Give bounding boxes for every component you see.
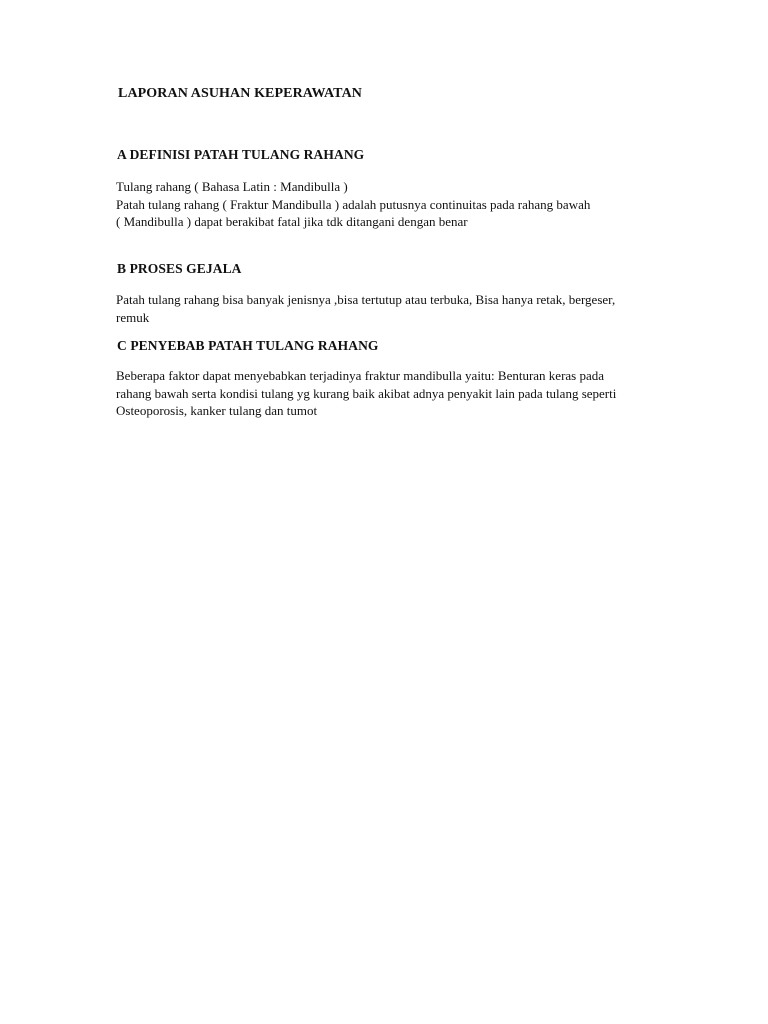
- section-c-line-2: rahang bawah serta kondisi tulang yg kurang baik akibat adnya penyakit lain pada tulang seperti: [116, 385, 617, 401]
- document-title: LAPORAN ASUHAN KEPERAWATAN: [118, 86, 362, 101]
- section-a-line-1: Tulang rahang ( Bahasa Latin : Mandibulla ): [116, 179, 348, 194]
- section-b-paragraph: [116, 291, 676, 326]
- section-b-heading: B PROSES GEJALA: [117, 261, 242, 276]
- section-a-paragraph: [116, 178, 676, 231]
- section-c-line-1: Beberapa faktor dapat menyebabkan terjadinya fraktur mandibulla yaitu: Benturan keras pada: [116, 368, 605, 383]
- section-c-heading: C PENYEBAB PATAH TULANG RAHANG: [117, 338, 379, 353]
- section-a-heading: A DEFINISI PATAH TULANG RAHANG: [117, 147, 365, 162]
- section-a-line-2: Patah tulang rahang ( Fraktur Mandibulla ) adalah putusnya continuitas pada rahang bawah: [116, 196, 591, 212]
- section-b-line-2: remuk: [116, 309, 150, 325]
- section-a-line-3: ( Mandibulla ) dapat berakibat fatal jika tdk ditangani dengan benar: [116, 214, 468, 229]
- section-c-line-3: Osteoporosis, kanker tulang dan tumot: [116, 403, 318, 418]
- section-b-line-1: Patah tulang rahang bisa banyak jenisnya ,bisa tertutup atau terbuka, Bisa hanya retak, bergeser,: [116, 292, 616, 307]
- section-c-paragraph: [116, 367, 676, 420]
